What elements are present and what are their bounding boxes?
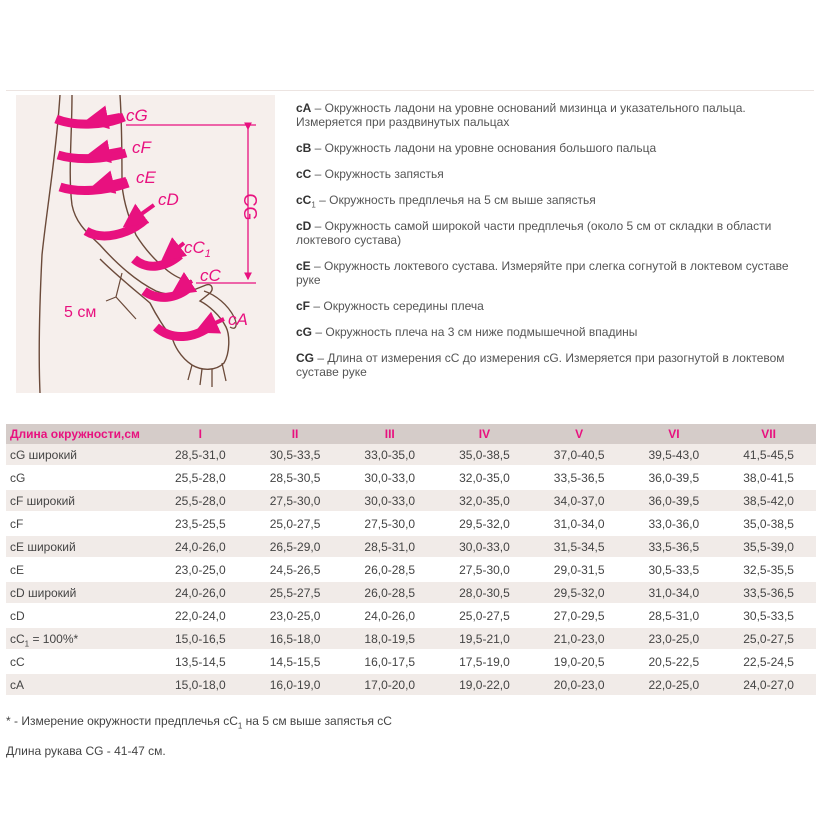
table-cell: 28,5-31,0 — [153, 444, 248, 467]
table-row-label — [6, 582, 153, 605]
table-cell: 25,5-28,0 — [153, 467, 248, 490]
table-cell: 33,0-35,0 — [342, 444, 437, 467]
table-cell: 34,0-37,0 — [532, 490, 627, 513]
measurement-legend — [296, 101, 796, 391]
table-cell: 30,5-33,5 — [248, 444, 343, 467]
table-cell: 33,5-36,5 — [721, 582, 816, 605]
row-label-sub: 1 — [24, 638, 30, 648]
torso-outline — [39, 95, 60, 393]
label-cg-length: CG — [240, 193, 260, 221]
table-header-size: II — [248, 424, 343, 444]
row-label-text: cG широкий — [10, 447, 78, 462]
row-label-text: cF широкий — [10, 493, 75, 508]
table-cell: 25,0-27,5 — [437, 605, 532, 628]
row-label-text: cC — [10, 631, 25, 646]
legend-code: cC — [296, 167, 312, 181]
table-header-size: III — [342, 424, 437, 444]
table-cell: 29,0-31,5 — [532, 559, 627, 582]
table-header-size: IV — [437, 424, 532, 444]
legend-code: CG — [296, 351, 314, 365]
table-row — [6, 582, 816, 605]
table-cell: 17,5-19,0 — [437, 651, 532, 674]
table-row-label — [6, 490, 153, 513]
table-cell: 37,0-40,5 — [532, 444, 627, 467]
label-cc1: $cC_1$ — [184, 238, 211, 260]
label-five-cm: 5 см — [64, 304, 97, 321]
table-row — [6, 674, 816, 697]
row-label-text: cC — [10, 654, 25, 669]
table-cell: 27,5-30,0 — [437, 559, 532, 582]
row-label-text: cF — [10, 516, 24, 531]
table-cell: 25,5-27,5 — [248, 582, 343, 605]
table-row-label — [6, 605, 153, 628]
label-cc: cC — [200, 266, 221, 285]
table-cell: 16,0-19,0 — [248, 674, 343, 697]
table-cell: 18,0-19,5 — [342, 628, 437, 651]
table-cell: 22,0-24,0 — [153, 605, 248, 628]
legend-code: cF — [296, 299, 311, 313]
table-cell: 38,0-41,5 — [721, 467, 816, 490]
table-cell: 26,0-28,5 — [342, 559, 437, 582]
table-cell: 15,0-16,5 — [153, 628, 248, 651]
table-row — [6, 628, 816, 651]
row-label-text: cG — [10, 470, 26, 485]
table-row-label — [6, 536, 153, 559]
table-cell: 19,0-20,5 — [532, 651, 627, 674]
top-divider — [6, 90, 814, 91]
table-cell: 20,5-22,5 — [627, 651, 722, 674]
table-cell: 36,0-39,5 — [627, 467, 722, 490]
table-header-size: V — [532, 424, 627, 444]
table-cell: 28,5-30,5 — [248, 467, 343, 490]
legend-item — [296, 219, 796, 247]
table-cell: 28,5-31,0 — [342, 536, 437, 559]
row-label-text: cD широкий — [10, 585, 77, 600]
table-row-label — [6, 651, 153, 674]
table-cell: 23,0-25,0 — [248, 605, 343, 628]
table-header-label: Длина окружности,см — [6, 424, 153, 444]
table-cell: 27,5-30,0 — [248, 490, 343, 513]
row-label-text: cA — [10, 677, 25, 692]
table-cell: 24,0-26,0 — [153, 582, 248, 605]
legend-item — [296, 141, 796, 155]
table-row-label — [6, 513, 153, 536]
five-cm-bracket — [106, 273, 136, 319]
arm-measurement-illustration — [16, 95, 275, 393]
legend-item — [296, 325, 796, 339]
label-ce: cE — [136, 168, 156, 187]
table-cell: 13,5-14,5 — [153, 651, 248, 674]
table-cell: 22,5-24,5 — [721, 651, 816, 674]
table-cell: 41,5-45,5 — [721, 444, 816, 467]
table-cell: 17,0-20,0 — [342, 674, 437, 697]
table-cell: 21,0-23,0 — [532, 628, 627, 651]
table-cell: 39,5-43,0 — [627, 444, 722, 467]
table-cell: 38,5-42,0 — [721, 490, 816, 513]
legend-code: cA — [296, 101, 312, 115]
table-cell: 31,5-34,5 — [532, 536, 627, 559]
table-cell: 25,5-28,0 — [153, 490, 248, 513]
table-cell: 19,0-22,0 — [437, 674, 532, 697]
table-row — [6, 444, 816, 467]
legend-description: – Окружность самой широкой части предплечья (около 5 см от складки в области локтевого сустава) — [296, 219, 772, 247]
table-row — [6, 651, 816, 674]
table-cell: 30,0-33,0 — [342, 467, 437, 490]
table-header-size: VI — [627, 424, 722, 444]
footnote-text-post: на 5 см выше запястья cC — [242, 714, 392, 728]
table-cell: 30,0-33,0 — [342, 490, 437, 513]
legend-description: – Окружность запястья — [311, 167, 444, 181]
table-cell: 36,0-39,5 — [627, 490, 722, 513]
table-row-label — [6, 628, 153, 651]
table-header-size: I — [153, 424, 248, 444]
table-cell: 24,0-26,0 — [153, 536, 248, 559]
legend-item — [296, 259, 796, 287]
table-cell: 23,0-25,0 — [153, 559, 248, 582]
table-cell: 31,0-34,0 — [532, 513, 627, 536]
table-row — [6, 559, 816, 582]
row-label-text: cD — [10, 608, 25, 623]
table-cell: 23,0-25,0 — [627, 628, 722, 651]
legend-code-sub: 1 — [311, 200, 316, 210]
row-label-suffix: = 100%* — [29, 631, 79, 646]
legend-description: – Окружность локтевого сустава. Измеряйте при слегка согнутой в локтевом суставе руке — [296, 259, 789, 287]
legend-item — [296, 167, 796, 181]
row-label-text: cE широкий — [10, 539, 76, 554]
footnote-text-pre: * - Измерение окружности предплечья cC — [6, 714, 238, 728]
label-cd: cD — [158, 190, 179, 209]
table-cell: 30,0-33,0 — [437, 536, 532, 559]
arm-diagram — [16, 95, 275, 393]
legend-description: – Окружность предплечья на 5 см выше запястья — [315, 193, 596, 207]
table-cell: 25,0-27,5 — [721, 628, 816, 651]
label-ca: cA — [228, 310, 248, 329]
table-cell: 20,0-23,0 — [532, 674, 627, 697]
table-cell: 24,5-26,5 — [248, 559, 343, 582]
footnote — [6, 714, 392, 731]
footnote-sub: 1 — [237, 721, 243, 731]
table-row-label — [6, 559, 153, 582]
table-cell: 23,5-25,5 — [153, 513, 248, 536]
table-cell: 15,0-18,0 — [153, 674, 248, 697]
table-row — [6, 513, 816, 536]
table-cell: 25,0-27,5 — [248, 513, 343, 536]
table-cell: 24,0-27,0 — [721, 674, 816, 697]
table-cell: 16,5-18,0 — [248, 628, 343, 651]
table-cell: 28,0-30,5 — [437, 582, 532, 605]
table-cell: 30,5-33,5 — [721, 605, 816, 628]
legend-description: – Окружность середины плеча — [310, 299, 484, 313]
table-cell: 27,5-30,0 — [342, 513, 437, 536]
table-cell: 26,5-29,0 — [248, 536, 343, 559]
table-cell: 33,0-36,0 — [627, 513, 722, 536]
table-cell: 33,5-36,5 — [532, 467, 627, 490]
legend-description: – Длина от измерения cC до измерения cG. Измеряется при разогнутой в локтевом суставе руке — [296, 351, 785, 379]
table-header-row — [6, 424, 816, 444]
table-cell: 35,0-38,5 — [721, 513, 816, 536]
legend-item — [296, 299, 796, 313]
table-cell: 19,5-21,0 — [437, 628, 532, 651]
table-cell: 32,0-35,0 — [437, 467, 532, 490]
size-table — [6, 424, 816, 697]
sleeve-length-note: Длина рукава CG - 41-47 см. — [6, 744, 166, 758]
table-cell: 35,5-39,0 — [721, 536, 816, 559]
table-row — [6, 490, 816, 513]
table-row — [6, 536, 816, 559]
legend-item — [296, 351, 796, 379]
table-row-label — [6, 467, 153, 490]
table-row-label — [6, 674, 153, 697]
table-cell: 32,5-35,5 — [721, 559, 816, 582]
table-cell: 14,5-15,5 — [248, 651, 343, 674]
label-cg: cG — [126, 106, 148, 125]
legend-description: – Окружность плеча на 3 см ниже подмышечной впадины — [312, 325, 638, 339]
table-cell: 28,5-31,0 — [627, 605, 722, 628]
table-cell: 26,0-28,5 — [342, 582, 437, 605]
table-cell: 32,0-35,0 — [437, 490, 532, 513]
row-label-text: cE — [10, 562, 25, 577]
band-cd — [86, 219, 146, 236]
legend-description: – Окружность ладони на уровне оснований мизинца и указательного пальца. Измеряется при раздвинутых пальцах — [296, 101, 746, 129]
table-cell: 27,0-29,5 — [532, 605, 627, 628]
table-cell: 31,0-34,0 — [627, 582, 722, 605]
legend-code: cC — [296, 193, 312, 207]
table-cell: 16,0-17,5 — [342, 651, 437, 674]
table-cell: 22,0-25,0 — [627, 674, 722, 697]
legend-code: cB — [296, 141, 312, 155]
legend-code: cG — [296, 325, 313, 339]
table-cell: 24,0-26,0 — [342, 605, 437, 628]
table-row — [6, 605, 816, 628]
table-cell: 30,5-33,5 — [627, 559, 722, 582]
table-row — [6, 467, 816, 490]
legend-item — [296, 101, 796, 129]
legend-code: cE — [296, 259, 311, 273]
legend-code: cD — [296, 219, 312, 233]
table-header-size: VII — [721, 424, 816, 444]
label-cf: cF — [132, 138, 151, 157]
table-cell: 33,5-36,5 — [627, 536, 722, 559]
table-cell: 35,0-38,5 — [437, 444, 532, 467]
table-row-label — [6, 444, 153, 467]
table-cell: 29,5-32,0 — [532, 582, 627, 605]
table-cell: 29,5-32,0 — [437, 513, 532, 536]
legend-description: – Окружность ладони на уровне основания большого пальца — [311, 141, 657, 155]
legend-item — [296, 193, 796, 210]
